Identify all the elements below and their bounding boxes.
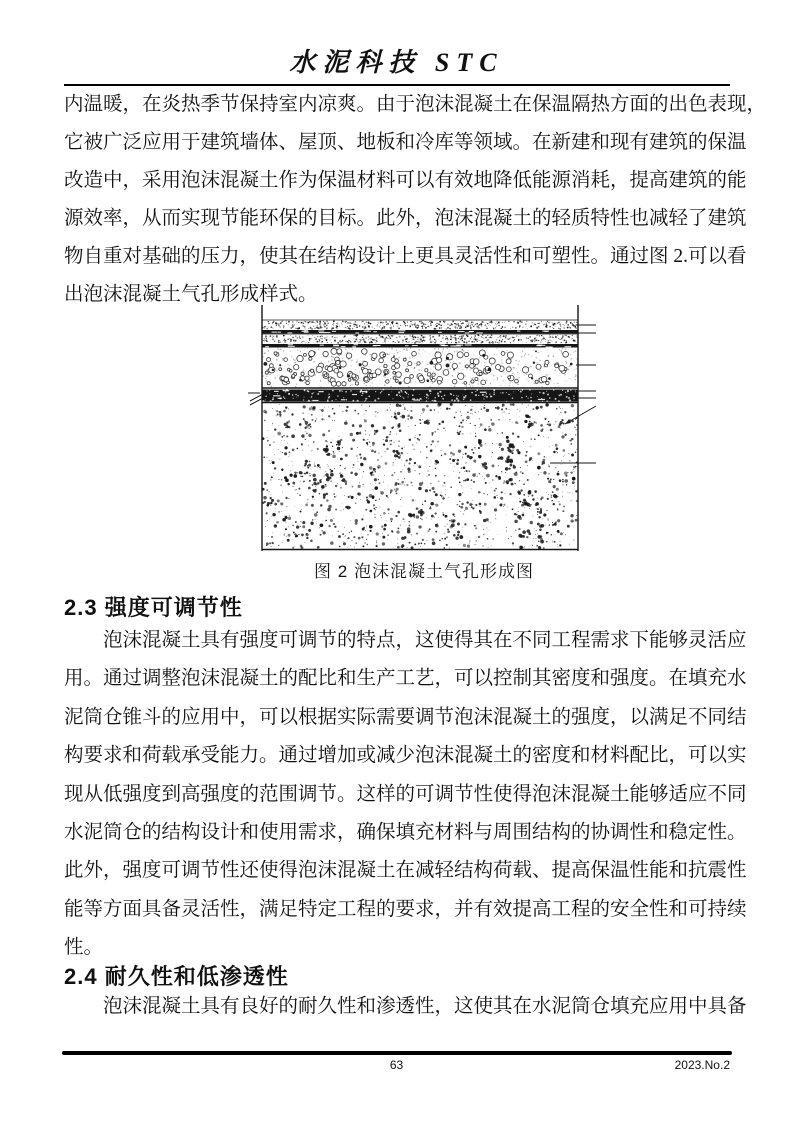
text-line: 物自重对基础的压力，使其在结构设计上更具灵活性和可塑性。通过图 2.可以看 <box>64 246 747 267</box>
paragraph <box>64 86 767 314</box>
figure-caption: 图 2 泡沫混凝土气孔形成图 <box>314 562 534 581</box>
paragraph <box>64 988 747 1026</box>
footer-rule <box>62 1051 732 1055</box>
journal-title: 水泥科技 STC <box>289 48 504 77</box>
text-line: 此外，强度可调节性还使得泡沫混凝土在减轻结构荷载、提高保温性能和抗震性 <box>64 860 747 882</box>
issue-label: 2023.No.2 <box>674 1058 730 1072</box>
text-line: 它被广泛应用于建筑墙体、屋顶、地板和冷库等领域。在新建和现有建筑的保温 <box>64 132 747 153</box>
figure-svg <box>248 303 600 553</box>
page-number: 63 <box>389 1058 404 1072</box>
text-line: 改造中，采用泡沫混凝土作为保温材料可以有效地降低能源消耗，提高建筑的能 <box>64 170 747 191</box>
text-line: 性。 <box>64 937 104 959</box>
section-heading-2-3: 2.3 强度可调节性 <box>64 595 243 620</box>
text-line: 内温暖，在炎热季节保持室内凉爽。由于泡沫混凝土在保温隔热方面的出色表现， <box>64 94 767 115</box>
text-line: 出泡沫混凝土气孔形成样式。 <box>64 284 318 305</box>
text-line: 现从低强度到高强度的范围调节。这样的可调节性使得泡沫混凝土能够适应不同 <box>64 783 747 805</box>
paragraph <box>64 622 747 968</box>
text-line: 源效率，从而实现节能环保的目标。此外，泡沫混凝土的轻质特性也减轻了建筑 <box>64 208 747 229</box>
text-line: 泡沫混凝土具有良好的耐久性和渗透性，这使其在水泥筒仓填充应用中具备 <box>103 996 747 1017</box>
section-heading-2-4: 2.4 耐久性和低渗透性 <box>64 964 289 989</box>
text-line: 能等方面具备灵活性，满足特定工程的要求，并有效提高工程的安全性和可持续 <box>64 898 747 920</box>
figure-pore-formation <box>248 303 600 553</box>
text-line: 泡沫混凝土具有强度可调节的特点，这使得其在不同工程需求下能够灵活应 <box>103 630 747 651</box>
text-line: 构要求和荷载承受能力。通过增加或减少泡沫混凝土的密度和材料配比，可以实 <box>64 745 747 767</box>
text-line: 用。通过调整泡沫混凝土的配比和生产工艺，可以控制其密度和强度。在填充水 <box>64 668 747 690</box>
text-line: 水泥筒仓的结构设计和使用需求，确保填充材料与周围结构的协调性和稳定性。 <box>64 821 747 843</box>
text-line: 泥筒仓锥斗的应用中，可以根据实际需要调节泡沫混凝土的强度，以满足不同结 <box>64 706 747 728</box>
